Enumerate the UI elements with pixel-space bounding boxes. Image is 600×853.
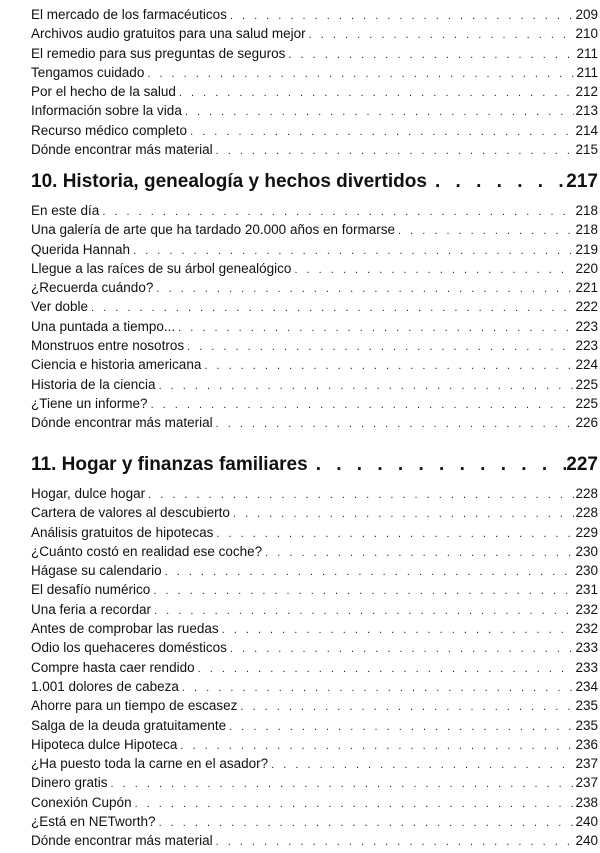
dot-leader [222, 621, 575, 640]
entry-title: Tengamos cuidado [31, 64, 145, 80]
toc-entry [31, 677, 598, 696]
entry-title: Información sobre la vida [31, 103, 182, 119]
entry-title: Ahorre para un tiempo de escasez [31, 698, 238, 714]
toc-entry [31, 831, 598, 850]
entry-page-number: 240 [575, 833, 598, 849]
toc-section-top [31, 5, 598, 159]
entry-page-number: 218 [575, 222, 598, 238]
entry-title: Llegue a las raíces de su árbol genealógico [31, 260, 292, 276]
toc-entry [31, 754, 598, 773]
entry-title: Conexión Cupón [31, 794, 132, 810]
dot-leader [398, 222, 574, 241]
entry-title: El remedio para sus preguntas de seguros [31, 45, 286, 61]
toc-entry [31, 240, 598, 259]
entry-title: Cartera de valores al descubierto [31, 505, 230, 521]
entry-page-number: 236 [575, 736, 598, 752]
dot-leader [316, 454, 567, 476]
dot-leader [156, 280, 574, 299]
toc-entry [31, 413, 598, 432]
dot-leader [216, 833, 575, 852]
entry-page-number: 211 [576, 45, 598, 61]
toc-section-chapter11 [31, 484, 598, 851]
entry-title: Historia de la ciencia [31, 376, 156, 392]
entry-page-number: 225 [575, 376, 598, 392]
dot-leader [309, 26, 575, 45]
entry-title: En este día [31, 203, 100, 218]
toc-entry [31, 773, 598, 792]
entry-page-number: 238 [575, 794, 598, 810]
toc-entry [31, 696, 598, 715]
dot-leader [190, 123, 574, 142]
toc-entry [31, 317, 598, 336]
entry-page-number: 218 [575, 203, 598, 218]
entry-title: Análisis gratuitos de hipotecas [31, 524, 214, 540]
entry-page-number: 220 [575, 260, 598, 276]
entry-title: Hogar, dulce hogar [31, 486, 146, 501]
toc-entry [31, 5, 598, 24]
toc-entry [31, 278, 598, 297]
entry-title: ¿Cuánto costó en realidad ese coche? [31, 543, 263, 559]
toc-entry [31, 600, 598, 619]
dot-leader [111, 775, 575, 794]
entry-page-number: 235 [575, 698, 598, 714]
entry-page-number: 225 [575, 395, 598, 411]
chapter-page-number: 227 [566, 454, 598, 475]
toc-entry [31, 336, 598, 355]
entry-page-number: 213 [575, 103, 598, 119]
entry-page-number: 232 [575, 601, 598, 617]
dot-leader [185, 103, 575, 122]
dot-leader [435, 171, 566, 193]
dot-leader [147, 65, 575, 84]
entry-title: Ciencia e historia americana [31, 357, 202, 373]
toc-entry [31, 297, 598, 316]
dot-leader [179, 84, 575, 103]
entry-page-number: 212 [575, 84, 598, 100]
toc-entry [31, 561, 598, 580]
chapter-title: 10. Historia, genealogía y hechos divertidos [31, 171, 427, 192]
entry-title: El desafío numérico [31, 582, 151, 598]
entry-title: Dónde encontrar más material [31, 833, 213, 849]
toc-entry [31, 375, 598, 394]
entry-title: Recurso médico completo [31, 122, 188, 138]
toc-section-chapter10 [31, 201, 598, 433]
entry-title: Salga de la deuda gratuitamente [31, 717, 227, 733]
entry-page-number: 229 [575, 524, 598, 540]
dot-leader [288, 46, 575, 65]
entry-page-number: 224 [575, 357, 598, 373]
dot-leader [216, 415, 575, 434]
dot-leader [187, 338, 574, 357]
toc-entry [31, 121, 598, 140]
dot-leader [159, 377, 575, 396]
dot-leader [204, 357, 574, 376]
dot-leader [135, 795, 575, 814]
entry-title: Querida Hannah [31, 241, 131, 257]
entry-page-number: 235 [575, 717, 598, 733]
entry-title: ¿Ha puesto toda la carne en el asador? [31, 756, 269, 772]
entry-page-number: 237 [575, 775, 598, 791]
toc-entry [31, 716, 598, 735]
toc-entry [31, 793, 598, 812]
dot-leader [233, 505, 575, 524]
entry-page-number: 234 [575, 678, 598, 694]
dot-leader [182, 679, 575, 698]
entry-title: Una puntada a tiempo... [31, 318, 176, 334]
entry-title: Hipoteca dulce Hipoteca [31, 736, 178, 752]
entry-page-number: 221 [575, 280, 598, 296]
entry-title: Odio los quehaceres domésticos [31, 640, 227, 656]
entry-page-number: 233 [575, 640, 598, 656]
entry-title: ¿Recuerda cuándo? [31, 280, 154, 296]
toc-entry [31, 394, 598, 413]
entry-title: Ver doble [31, 299, 89, 315]
toc-entry [31, 24, 598, 43]
entry-page-number: 230 [575, 563, 598, 579]
entry-page-number: 223 [575, 318, 598, 334]
toc-entry [31, 82, 598, 101]
entry-page-number: 231 [575, 582, 598, 598]
toc-entry [31, 101, 598, 120]
dot-leader [153, 582, 574, 601]
entry-page-number: 226 [575, 415, 598, 431]
entry-title: Antes de comprobar las ruedas [31, 621, 219, 637]
toc-entry [31, 503, 598, 522]
toc-entry [31, 658, 598, 677]
entry-title: Una galería de arte que ha tardado 20.000 años en formarse [31, 222, 395, 238]
toc-entry [31, 812, 598, 831]
toc-entry [31, 259, 598, 278]
dot-leader [216, 142, 575, 161]
entry-title: Por el hecho de la salud [31, 84, 176, 100]
entry-title: ¿Tiene un informe? [31, 395, 148, 411]
chapter-heading-11 [31, 454, 598, 476]
chapter-heading-10 [31, 171, 598, 193]
entry-title: Archivos audio gratuitos para una salud mejor [31, 26, 306, 42]
toc-entry [31, 44, 598, 63]
entry-page-number: 211 [576, 64, 598, 80]
dot-leader [240, 698, 574, 717]
chapter-page-number: 217 [566, 171, 598, 192]
entry-page-number: 228 [575, 505, 598, 521]
entry-page-number: 222 [575, 299, 598, 315]
dot-leader [230, 640, 575, 659]
entry-page-number: 209 [575, 7, 598, 22]
entry-page-number: 219 [575, 241, 598, 257]
dot-leader [265, 544, 574, 563]
entry-page-number: 232 [575, 621, 598, 637]
entry-page-number: 223 [575, 338, 598, 354]
dot-leader [159, 814, 575, 833]
dot-leader [198, 660, 575, 679]
toc-entry [31, 484, 598, 503]
dot-leader [229, 718, 574, 737]
dot-leader [165, 563, 575, 582]
entry-page-number: 233 [575, 659, 598, 675]
entry-page-number: 240 [575, 814, 598, 830]
entry-page-number: 237 [575, 756, 598, 772]
entry-title: Dónde encontrar más material [31, 142, 213, 158]
dot-leader [271, 756, 574, 775]
toc-entry [31, 542, 598, 561]
entry-title: 1.001 dolores de cabeza [31, 678, 179, 694]
entry-title: Una feria a recordar [31, 601, 152, 617]
toc-entry [31, 355, 598, 374]
entry-page-number: 228 [575, 486, 598, 501]
toc-entry [31, 220, 598, 239]
entry-title: El mercado de los farmacéuticos [31, 7, 227, 22]
entry-page-number: 215 [575, 142, 598, 158]
entry-title: Monstruos entre nosotros [31, 338, 185, 354]
toc-entry [31, 201, 598, 220]
toc-entry [31, 63, 598, 82]
dot-leader [294, 261, 574, 280]
chapter-title: 11. Hogar y finanzas familiares [31, 454, 308, 475]
toc-entry [31, 523, 598, 542]
entry-title: Dónde encontrar más material [31, 415, 213, 431]
toc-entry [31, 580, 598, 599]
entry-title: ¿Está en NETworth? [31, 814, 156, 830]
entry-page-number: 230 [575, 543, 598, 559]
dot-leader [216, 525, 574, 544]
toc-entry [31, 619, 598, 638]
entry-title: Dinero gratis [31, 775, 108, 791]
entry-page-number: 210 [575, 26, 598, 42]
entry-page-number: 214 [575, 122, 598, 138]
toc-entry [31, 735, 598, 754]
dot-leader [178, 319, 574, 338]
entry-title: Hágase su calendario [31, 563, 162, 579]
toc-entry [31, 140, 598, 159]
toc-entry [31, 638, 598, 657]
entry-title: Compre hasta caer rendido [31, 659, 195, 675]
